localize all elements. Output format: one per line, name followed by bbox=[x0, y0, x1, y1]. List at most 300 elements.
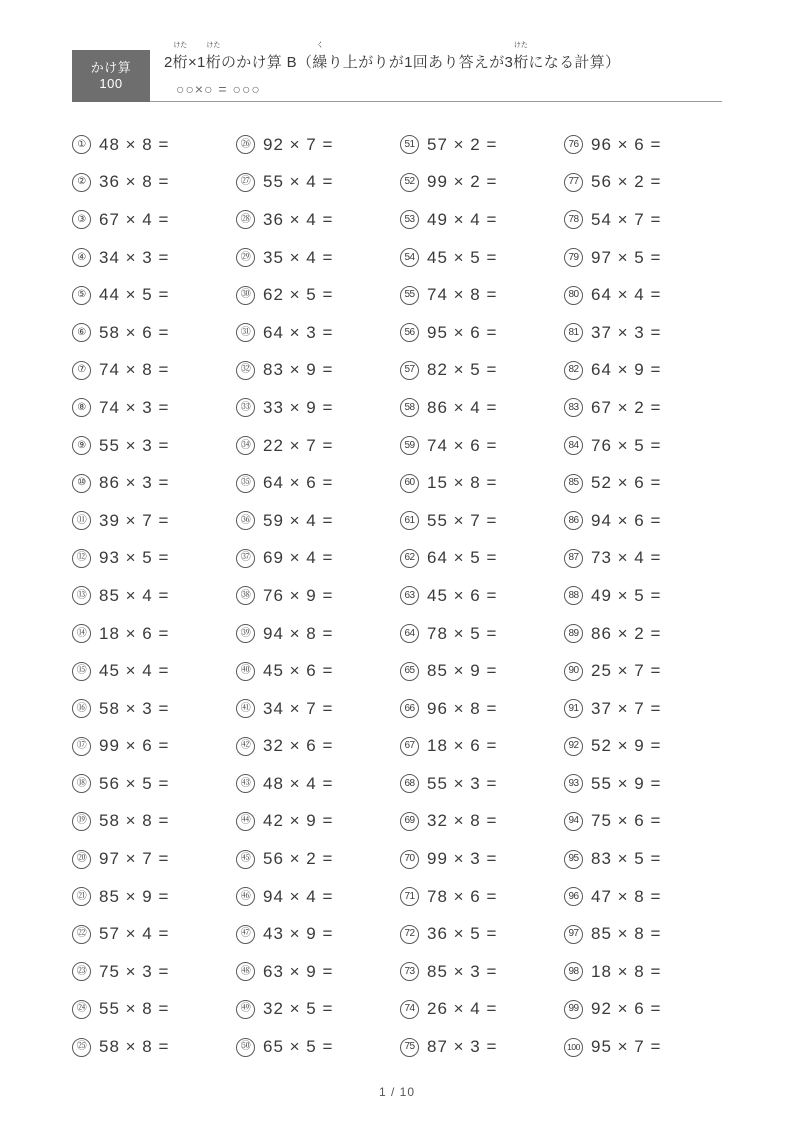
problem-item bbox=[72, 276, 232, 314]
ruby-text-4: けた bbox=[513, 42, 528, 49]
problem-number: 72 bbox=[400, 925, 419, 944]
problem-expression: 94 × 8 = bbox=[263, 623, 334, 643]
problem-expression: 62 × 5 = bbox=[263, 285, 334, 305]
problem-item bbox=[400, 540, 560, 578]
problem-number: 82 bbox=[564, 361, 583, 380]
problem-number: 68 bbox=[400, 774, 419, 793]
problem-item bbox=[236, 840, 396, 878]
problem-expression: 18 × 6 = bbox=[427, 736, 498, 756]
problem-expression: 74 × 8 = bbox=[99, 360, 170, 380]
problem-number: ㉓ bbox=[72, 962, 91, 981]
title-part-3: 1 bbox=[197, 54, 206, 71]
problem-item bbox=[72, 991, 232, 1029]
problem-item bbox=[564, 1028, 724, 1066]
problem-expression: 39 × 7 = bbox=[99, 510, 170, 530]
problem-item bbox=[400, 352, 560, 390]
problem-item bbox=[564, 201, 724, 239]
problem-item bbox=[400, 991, 560, 1029]
problem-number: 60 bbox=[400, 474, 419, 493]
problem-expression: 75 × 6 = bbox=[591, 811, 662, 831]
ruby-keta-1 bbox=[172, 42, 188, 72]
problem-number: ㊷ bbox=[236, 737, 255, 756]
problem-number: ㉕ bbox=[72, 1038, 91, 1057]
problem-expression: 25 × 7 = bbox=[591, 661, 662, 681]
problem-item bbox=[236, 765, 396, 803]
problem-item bbox=[564, 276, 724, 314]
problem-expression: 32 × 6 = bbox=[263, 736, 334, 756]
problem-item bbox=[236, 164, 396, 202]
problem-number: ㉞ bbox=[236, 436, 255, 455]
problem-item bbox=[400, 1028, 560, 1066]
problem-number: 62 bbox=[400, 549, 419, 568]
problem-number: ㊾ bbox=[236, 1000, 255, 1019]
problem-number: ⑨ bbox=[72, 436, 91, 455]
problem-item bbox=[564, 352, 724, 390]
problem-item bbox=[72, 502, 232, 540]
problem-expression: 58 × 3 = bbox=[99, 698, 170, 718]
problem-expression: 92 × 6 = bbox=[591, 999, 662, 1019]
problem-expression: 55 × 9 = bbox=[591, 773, 662, 793]
worksheet-header bbox=[72, 42, 722, 102]
problem-item bbox=[72, 427, 232, 465]
problem-expression: 94 × 6 = bbox=[591, 510, 662, 530]
problem-expression: 56 × 2 = bbox=[591, 172, 662, 192]
problem-expression: 48 × 8 = bbox=[99, 134, 170, 154]
problem-number: 98 bbox=[564, 962, 583, 981]
problem-number: ㊱ bbox=[236, 511, 255, 530]
problem-expression: 96 × 6 = bbox=[591, 134, 662, 154]
problem-item bbox=[564, 126, 724, 164]
problem-expression: 55 × 3 = bbox=[99, 435, 170, 455]
problem-item bbox=[236, 502, 396, 540]
title-part-6: になる計算） bbox=[528, 54, 621, 71]
problem-item bbox=[564, 652, 724, 690]
problem-number: 100 bbox=[564, 1038, 583, 1057]
ruby-text-2: けた bbox=[206, 42, 221, 49]
problem-item bbox=[236, 1028, 396, 1066]
problem-item bbox=[400, 728, 560, 766]
problem-expression: 47 × 8 = bbox=[591, 886, 662, 906]
problem-item bbox=[72, 803, 232, 841]
problem-expression: 36 × 4 = bbox=[263, 209, 334, 229]
problem-item bbox=[400, 915, 560, 953]
problem-item bbox=[72, 652, 232, 690]
problem-expression: 97 × 7 = bbox=[99, 849, 170, 869]
problem-expression: 52 × 9 = bbox=[591, 736, 662, 756]
problem-number: ⑲ bbox=[72, 812, 91, 831]
problem-number: ⑭ bbox=[72, 624, 91, 643]
problem-item bbox=[236, 464, 396, 502]
problem-item bbox=[564, 577, 724, 615]
problem-expression: 56 × 2 = bbox=[263, 849, 334, 869]
problem-expression: 65 × 5 = bbox=[263, 1037, 334, 1057]
problem-item bbox=[400, 615, 560, 653]
ruby-base-4: 桁 bbox=[513, 54, 529, 71]
problem-number: ㊼ bbox=[236, 925, 255, 944]
problem-item bbox=[236, 991, 396, 1029]
problem-item bbox=[564, 615, 724, 653]
problem-expression: 58 × 6 = bbox=[99, 322, 170, 342]
problem-item bbox=[236, 728, 396, 766]
problem-number: 66 bbox=[400, 699, 419, 718]
problem-number: ㉔ bbox=[72, 1000, 91, 1019]
problem-number: 84 bbox=[564, 436, 583, 455]
problem-item bbox=[72, 239, 232, 277]
problem-number: ㉖ bbox=[236, 135, 255, 154]
problem-expression: 74 × 8 = bbox=[427, 285, 498, 305]
problem-expression: 42 × 9 = bbox=[263, 811, 334, 831]
problem-number: 64 bbox=[400, 624, 419, 643]
problem-expression: 83 × 9 = bbox=[263, 360, 334, 380]
problem-item bbox=[72, 615, 232, 653]
problem-expression: 55 × 3 = bbox=[427, 773, 498, 793]
problem-number: 65 bbox=[400, 662, 419, 681]
problem-item bbox=[236, 803, 396, 841]
problem-expression: 96 × 8 = bbox=[427, 698, 498, 718]
problem-number: 81 bbox=[564, 323, 583, 342]
problem-expression: 76 × 5 = bbox=[591, 435, 662, 455]
problem-number: 53 bbox=[400, 210, 419, 229]
problem-number: ㊻ bbox=[236, 887, 255, 906]
problem-number: ⑪ bbox=[72, 511, 91, 530]
problem-expression: 45 × 6 = bbox=[427, 585, 498, 605]
problem-expression: 37 × 7 = bbox=[591, 698, 662, 718]
problem-number: ㉘ bbox=[236, 210, 255, 229]
problem-expression: 57 × 2 = bbox=[427, 134, 498, 154]
problem-item bbox=[236, 953, 396, 991]
problem-number: 58 bbox=[400, 398, 419, 417]
problem-grid bbox=[72, 126, 724, 1066]
problem-number: 87 bbox=[564, 549, 583, 568]
problem-expression: 44 × 5 = bbox=[99, 285, 170, 305]
problem-expression: 58 × 8 = bbox=[99, 811, 170, 831]
problem-expression: 45 × 6 = bbox=[263, 661, 334, 681]
problem-expression: 55 × 4 = bbox=[263, 172, 334, 192]
problem-number: 73 bbox=[400, 962, 419, 981]
ruby-base-2: 桁 bbox=[205, 54, 221, 71]
problem-item bbox=[236, 389, 396, 427]
problem-expression: 64 × 4 = bbox=[591, 285, 662, 305]
problem-item bbox=[564, 803, 724, 841]
problem-expression: 45 × 5 = bbox=[427, 247, 498, 267]
problem-number: 59 bbox=[400, 436, 419, 455]
problem-number: 83 bbox=[564, 398, 583, 417]
problem-number: 97 bbox=[564, 925, 583, 944]
problem-number: ㊸ bbox=[236, 774, 255, 793]
problem-number: ④ bbox=[72, 248, 91, 267]
problem-expression: 48 × 4 = bbox=[263, 773, 334, 793]
problem-expression: 36 × 5 = bbox=[427, 924, 498, 944]
problem-item bbox=[236, 577, 396, 615]
problem-number: ⑱ bbox=[72, 774, 91, 793]
problem-expression: 78 × 5 = bbox=[427, 623, 498, 643]
problem-item bbox=[400, 464, 560, 502]
problem-expression: 85 × 9 = bbox=[99, 886, 170, 906]
problem-expression: 15 × 8 = bbox=[427, 473, 498, 493]
problem-item bbox=[236, 915, 396, 953]
problem-number: 52 bbox=[400, 173, 419, 192]
problem-number: 63 bbox=[400, 586, 419, 605]
title-part-2: × bbox=[187, 54, 198, 71]
problem-expression: 56 × 5 = bbox=[99, 773, 170, 793]
problem-number: 86 bbox=[564, 511, 583, 530]
problem-column-2 bbox=[236, 126, 396, 1066]
problem-expression: 87 × 3 = bbox=[427, 1037, 498, 1057]
problem-number: 80 bbox=[564, 286, 583, 305]
problem-number: 61 bbox=[400, 511, 419, 530]
problem-item bbox=[72, 352, 232, 390]
problem-expression: 45 × 4 = bbox=[99, 661, 170, 681]
problem-expression: 49 × 4 = bbox=[427, 209, 498, 229]
problem-item bbox=[236, 690, 396, 728]
problem-item bbox=[564, 690, 724, 728]
problem-expression: 64 × 6 = bbox=[263, 473, 334, 493]
problem-number: 95 bbox=[564, 850, 583, 869]
problem-item bbox=[400, 878, 560, 916]
problem-number: 70 bbox=[400, 850, 419, 869]
problem-expression: 54 × 7 = bbox=[591, 209, 662, 229]
page-number: 1 / 10 bbox=[378, 1085, 416, 1099]
problem-expression: 85 × 4 = bbox=[99, 585, 170, 605]
problem-item bbox=[564, 427, 724, 465]
problem-column-1 bbox=[72, 126, 232, 1066]
problem-number: 96 bbox=[564, 887, 583, 906]
problem-number: 76 bbox=[564, 135, 583, 154]
problem-number: ⑧ bbox=[72, 398, 91, 417]
problem-expression: 73 × 4 = bbox=[591, 548, 662, 568]
problem-expression: 67 × 4 = bbox=[99, 209, 170, 229]
problem-number: 55 bbox=[400, 286, 419, 305]
problem-number: ㉜ bbox=[236, 361, 255, 380]
problem-item bbox=[400, 126, 560, 164]
problem-expression: 49 × 5 = bbox=[591, 585, 662, 605]
ruby-base-3: 繰 bbox=[312, 54, 328, 71]
problem-item bbox=[72, 126, 232, 164]
problem-number: ⑰ bbox=[72, 737, 91, 756]
problem-number: 79 bbox=[564, 248, 583, 267]
page-subtitle: ○○×○ = ○○○ bbox=[176, 81, 261, 97]
problem-expression: 64 × 9 = bbox=[591, 360, 662, 380]
problem-item bbox=[400, 840, 560, 878]
problem-expression: 76 × 9 = bbox=[263, 585, 334, 605]
problem-number: ㊹ bbox=[236, 812, 255, 831]
problem-expression: 32 × 5 = bbox=[263, 999, 334, 1019]
problem-number: ㊵ bbox=[236, 662, 255, 681]
problem-number: 85 bbox=[564, 474, 583, 493]
problem-number: 94 bbox=[564, 812, 583, 831]
problem-number: ㊴ bbox=[236, 624, 255, 643]
problem-expression: 57 × 4 = bbox=[99, 924, 170, 944]
problem-item bbox=[72, 1028, 232, 1066]
problem-number: ⑥ bbox=[72, 323, 91, 342]
badge-title: かけ算 bbox=[90, 59, 132, 75]
problem-item bbox=[564, 878, 724, 916]
problem-number: ㊲ bbox=[236, 549, 255, 568]
title-part-4: のかけ算 B（ bbox=[221, 54, 313, 71]
problem-expression: 36 × 8 = bbox=[99, 172, 170, 192]
problem-expression: 92 × 7 = bbox=[263, 134, 334, 154]
problem-item bbox=[236, 126, 396, 164]
problem-number: 56 bbox=[400, 323, 419, 342]
ruby-keta-2 bbox=[205, 42, 221, 72]
problem-number: ㊽ bbox=[236, 962, 255, 981]
problem-expression: 35 × 4 = bbox=[263, 247, 334, 267]
problem-item bbox=[236, 276, 396, 314]
problem-number: ③ bbox=[72, 210, 91, 229]
problem-expression: 58 × 8 = bbox=[99, 1037, 170, 1057]
problem-item bbox=[72, 915, 232, 953]
problem-column-3 bbox=[400, 126, 560, 1066]
problem-expression: 43 × 9 = bbox=[263, 924, 334, 944]
badge-subtitle: 100 bbox=[99, 76, 123, 91]
problem-item bbox=[72, 690, 232, 728]
problem-expression: 75 × 3 = bbox=[99, 961, 170, 981]
problem-item bbox=[72, 840, 232, 878]
problem-number: 99 bbox=[564, 1000, 583, 1019]
problem-number: 57 bbox=[400, 361, 419, 380]
problem-item bbox=[72, 164, 232, 202]
problem-number: ② bbox=[72, 173, 91, 192]
problem-number: 93 bbox=[564, 774, 583, 793]
problem-item bbox=[236, 201, 396, 239]
problem-expression: 59 × 4 = bbox=[263, 510, 334, 530]
problem-number: 71 bbox=[400, 887, 419, 906]
problem-expression: 32 × 8 = bbox=[427, 811, 498, 831]
problem-expression: 55 × 7 = bbox=[427, 510, 498, 530]
problem-item bbox=[564, 915, 724, 953]
problem-item bbox=[400, 239, 560, 277]
problem-item bbox=[564, 164, 724, 202]
problem-number: ㉑ bbox=[72, 887, 91, 906]
problem-item bbox=[564, 502, 724, 540]
page-title bbox=[164, 42, 722, 72]
problem-number: ⑤ bbox=[72, 286, 91, 305]
problem-item bbox=[564, 239, 724, 277]
problem-number: ⑩ bbox=[72, 474, 91, 493]
problem-number: 67 bbox=[400, 737, 419, 756]
problem-expression: 86 × 4 = bbox=[427, 397, 498, 417]
problem-item bbox=[72, 765, 232, 803]
problem-expression: 34 × 7 = bbox=[263, 698, 334, 718]
problem-expression: 63 × 9 = bbox=[263, 961, 334, 981]
problem-item bbox=[564, 765, 724, 803]
problem-number: 69 bbox=[400, 812, 419, 831]
header-badge bbox=[72, 50, 150, 102]
problem-expression: 78 × 6 = bbox=[427, 886, 498, 906]
problem-number: 77 bbox=[564, 173, 583, 192]
problem-number: 91 bbox=[564, 699, 583, 718]
problem-expression: 97 × 5 = bbox=[591, 247, 662, 267]
problem-item bbox=[400, 765, 560, 803]
problem-expression: 86 × 3 = bbox=[99, 473, 170, 493]
problem-item bbox=[564, 840, 724, 878]
problem-item bbox=[564, 314, 724, 352]
problem-expression: 69 × 4 = bbox=[263, 548, 334, 568]
problem-expression: 74 × 3 = bbox=[99, 397, 170, 417]
problem-item bbox=[72, 728, 232, 766]
problem-item bbox=[400, 276, 560, 314]
problem-item bbox=[564, 728, 724, 766]
problem-item bbox=[400, 201, 560, 239]
problem-number: ⑫ bbox=[72, 549, 91, 568]
problem-expression: 52 × 6 = bbox=[591, 473, 662, 493]
problem-expression: 99 × 3 = bbox=[427, 849, 498, 869]
problem-item bbox=[400, 164, 560, 202]
problem-expression: 85 × 8 = bbox=[591, 924, 662, 944]
problem-item bbox=[236, 652, 396, 690]
problem-item bbox=[236, 239, 396, 277]
problem-expression: 64 × 3 = bbox=[263, 322, 334, 342]
problem-expression: 94 × 4 = bbox=[263, 886, 334, 906]
problem-column-4 bbox=[564, 126, 724, 1066]
problem-item bbox=[400, 389, 560, 427]
problem-number: 88 bbox=[564, 586, 583, 605]
problem-expression: 85 × 9 = bbox=[427, 661, 498, 681]
problem-item bbox=[236, 314, 396, 352]
problem-expression: 85 × 3 = bbox=[427, 961, 498, 981]
problem-number: ㊳ bbox=[236, 586, 255, 605]
problem-number: 74 bbox=[400, 1000, 419, 1019]
ruby-kuri bbox=[312, 42, 328, 72]
problem-expression: 22 × 7 = bbox=[263, 435, 334, 455]
problem-expression: 18 × 8 = bbox=[591, 961, 662, 981]
problem-item bbox=[236, 878, 396, 916]
problem-number: ㊺ bbox=[236, 850, 255, 869]
ruby-keta-3 bbox=[513, 42, 529, 72]
problem-number: ⑦ bbox=[72, 361, 91, 380]
problem-item bbox=[400, 953, 560, 991]
title-part-5: り上がりが1回あり答えが3 bbox=[327, 54, 514, 71]
problem-number: ⑯ bbox=[72, 699, 91, 718]
problem-item bbox=[72, 314, 232, 352]
problem-item bbox=[400, 577, 560, 615]
problem-expression: 18 × 6 = bbox=[99, 623, 170, 643]
problem-number: 90 bbox=[564, 662, 583, 681]
header-main bbox=[150, 42, 722, 102]
problem-expression: 74 × 6 = bbox=[427, 435, 498, 455]
problem-number: ① bbox=[72, 135, 91, 154]
problem-number: ㉝ bbox=[236, 398, 255, 417]
ruby-text-3: く bbox=[316, 42, 324, 49]
problem-item bbox=[564, 389, 724, 427]
problem-number: ㉛ bbox=[236, 323, 255, 342]
problem-expression: 64 × 5 = bbox=[427, 548, 498, 568]
problem-number: ㉗ bbox=[236, 173, 255, 192]
problem-expression: 26 × 4 = bbox=[427, 999, 498, 1019]
problem-item bbox=[564, 540, 724, 578]
problem-item bbox=[72, 540, 232, 578]
problem-item bbox=[72, 389, 232, 427]
problem-number: 92 bbox=[564, 737, 583, 756]
problem-number: ㉒ bbox=[72, 925, 91, 944]
problem-item bbox=[72, 464, 232, 502]
problem-expression: 99 × 2 = bbox=[427, 172, 498, 192]
problem-item bbox=[400, 690, 560, 728]
problem-number: 51 bbox=[400, 135, 419, 154]
problem-expression: 86 × 2 = bbox=[591, 623, 662, 643]
problem-item bbox=[564, 464, 724, 502]
problem-expression: 33 × 9 = bbox=[263, 397, 334, 417]
problem-item bbox=[236, 540, 396, 578]
problem-item bbox=[72, 577, 232, 615]
problem-number: ⑳ bbox=[72, 850, 91, 869]
problem-item bbox=[236, 615, 396, 653]
problem-expression: 95 × 6 = bbox=[427, 322, 498, 342]
problem-item bbox=[400, 803, 560, 841]
problem-expression: 93 × 5 = bbox=[99, 548, 170, 568]
problem-number: 78 bbox=[564, 210, 583, 229]
problem-number: 54 bbox=[400, 248, 419, 267]
